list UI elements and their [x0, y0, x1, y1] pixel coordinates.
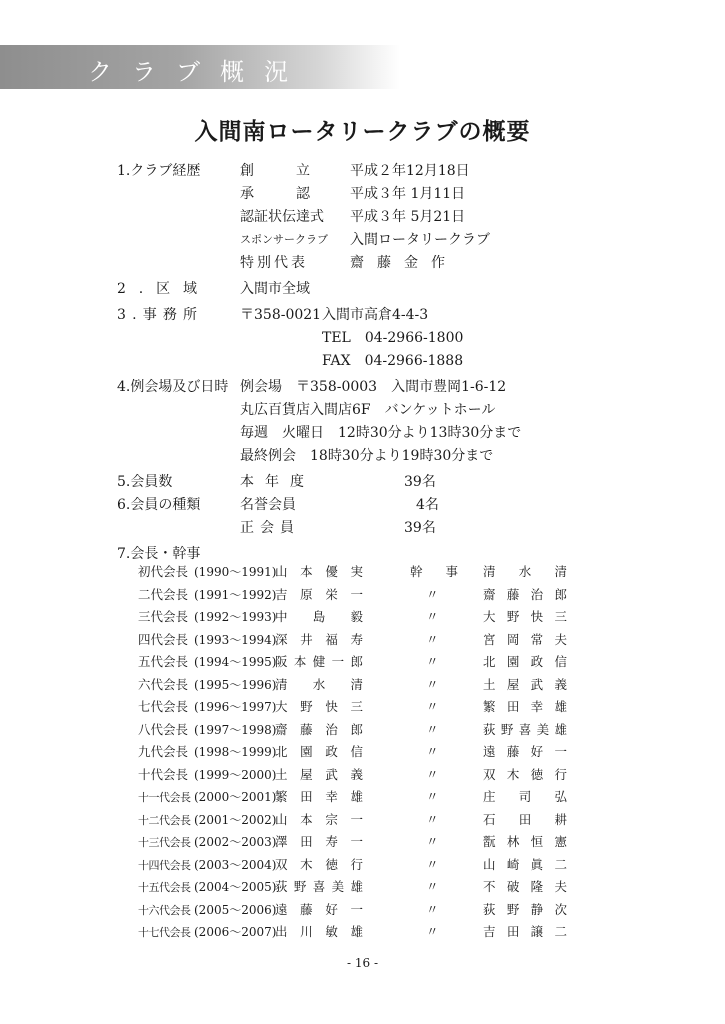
secretary-name: 石 田 耕 — [483, 812, 567, 827]
officer-years: (1997～1998) — [194, 723, 277, 737]
ditto-mark: 〃 — [426, 789, 439, 804]
president-name: 北 園 政 信 — [275, 744, 363, 759]
member-types-label: 6.会員の種類 — [117, 497, 201, 513]
officer-term: 九代会長 — [138, 744, 189, 759]
president-name: 澤 田 寿 一 — [275, 834, 363, 849]
presidents-label: 7.会長・幹事 — [117, 546, 201, 562]
president-name: 土 屋 武 義 — [275, 767, 363, 782]
officer-years: (2003～2004) — [194, 858, 277, 872]
office-label: 3 . 事 務 所 — [117, 307, 197, 323]
president-name: 双 木 徳 行 — [275, 857, 363, 872]
sponsor-club-key: スポンサークラブ — [240, 233, 328, 246]
charter-ceremony-key: 認証状伝達式 — [240, 209, 324, 225]
members-value: 39名 — [404, 474, 436, 490]
ditto-mark: 〃 — [426, 744, 439, 759]
president-name: 荻 野 喜 美 雄 — [275, 879, 363, 894]
officer-term: 七代会長 — [138, 699, 189, 714]
officer-term: 五代会長 — [138, 654, 189, 669]
officer-years: (1998～1999) — [194, 745, 277, 759]
officer-term: 十六代会長 — [138, 904, 191, 917]
officer-term: 十七代会長 — [138, 926, 191, 939]
honorary-key: 名誉会員 — [240, 497, 296, 513]
officer-years: (2005～2006) — [194, 903, 277, 917]
officer-term: 二代会長 — [138, 587, 189, 602]
secretary-name: 清 水 清 — [483, 564, 567, 579]
president-name: 吉 原 栄 一 — [275, 587, 363, 602]
secretary-name: 土 屋 武 義 — [483, 677, 567, 692]
ditto-mark: 〃 — [426, 834, 439, 849]
special-rep-value: 齋藤金作 — [350, 255, 458, 271]
president-name: 出 川 敏 雄 — [275, 924, 363, 939]
officer-term: 十四代会長 — [138, 859, 191, 872]
secretary-name: 荻 野 喜 美 雄 — [483, 722, 567, 737]
ditto-mark: 〃 — [426, 699, 439, 714]
founded-value: 平成２年12月18日 — [350, 163, 470, 179]
officer-years: (1990～1991) — [194, 565, 277, 579]
ditto-mark: 〃 — [426, 879, 439, 894]
officer-years: (1993～1994) — [194, 633, 277, 647]
regular-key: 正 会 員 — [240, 520, 294, 536]
officer-years: (2000～2001) — [194, 790, 277, 804]
officer-years: (2006～2007) — [194, 925, 277, 939]
officer-years: (2001～2002) — [194, 813, 277, 827]
ditto-mark: 〃 — [426, 767, 439, 782]
area-label: 2 . 区 域 — [117, 281, 197, 297]
ditto-mark: 〃 — [426, 924, 439, 939]
ditto-mark: 〃 — [426, 632, 439, 647]
secretary-name: 荻 野 静 次 — [483, 902, 567, 917]
president-name: 阪 本 健 一 郎 — [275, 654, 363, 669]
president-name: 大 野 快 三 — [275, 699, 363, 714]
officer-term: 十代会長 — [138, 767, 189, 782]
officer-term: 四代会長 — [138, 632, 189, 647]
officer-term: 初代会長 — [138, 564, 189, 579]
regular-value: 39名 — [404, 520, 436, 536]
officer-years: (1994～1995) — [194, 655, 277, 669]
officer-years: (1999～2000) — [194, 768, 277, 782]
honorary-value: 4名 — [416, 497, 439, 513]
secretary-name: 遠 藤 好 一 — [483, 744, 567, 759]
secretary-name: 北 園 政 信 — [483, 654, 567, 669]
ditto-mark: 〃 — [426, 857, 439, 872]
secretary-name: 吉 田 譲 二 — [483, 924, 567, 939]
secretary-name: 大 野 快 三 — [483, 609, 567, 624]
officer-term: 十一代会長 — [138, 791, 191, 804]
president-name: 清 水 清 — [275, 677, 363, 692]
officer-term: 三代会長 — [138, 609, 189, 624]
meeting-line: 毎週 火曜日 12時30分より13時30分まで — [240, 425, 522, 441]
secretary-name: 繁 田 幸 雄 — [483, 699, 567, 714]
office-fax: FAX 04-2966-1888 — [322, 353, 464, 369]
president-name: 深 井 福 寿 — [275, 632, 363, 647]
area-value: 入間市全域 — [240, 281, 310, 297]
officer-term: 八代会長 — [138, 722, 189, 737]
ditto-mark: 〃 — [426, 677, 439, 692]
president-name: 繁 田 幸 雄 — [275, 789, 363, 804]
meeting-line: 丸広百貨店入間店6F バンケットホール — [240, 402, 496, 418]
secretary-name: 山 崎 眞 二 — [483, 857, 567, 872]
meeting-line: 例会場 〒358-0003 入間市豊岡1-6-12 — [240, 379, 507, 395]
secretary-name: 齋 藤 治 郎 — [483, 587, 567, 602]
special-rep-key: 特別代表 — [240, 255, 308, 271]
ditto-mark: 〃 — [426, 722, 439, 737]
office-postal: 〒358-0021 — [240, 307, 322, 323]
members-key: 本 年 度 — [240, 474, 304, 490]
secretary-name: 庄 司 弘 — [483, 789, 567, 804]
ditto-mark: 〃 — [426, 654, 439, 669]
approved-key: 承 認 — [240, 186, 310, 202]
page-title: 入間南ロータリークラブの概要 — [194, 118, 531, 145]
approved-value: 平成３年 1月11日 — [350, 186, 466, 202]
members-label: 5.会員数 — [117, 474, 173, 490]
sponsor-club-value: 入間ロータリークラブ — [350, 232, 490, 248]
office-address: 入間市高倉4-4-3 — [322, 307, 429, 323]
secretary-name: 双 木 徳 行 — [483, 767, 567, 782]
ditto-mark: 〃 — [426, 902, 439, 917]
club-history-label: 1.クラブ経歴 — [117, 163, 201, 179]
ditto-mark: 〃 — [426, 587, 439, 602]
president-name: 山 本 宗 一 — [275, 812, 363, 827]
ditto-mark: 〃 — [426, 812, 439, 827]
section-banner-title: クラブ概況 — [88, 58, 308, 86]
president-name: 中 島 毅 — [275, 609, 363, 624]
meeting-line: 最終例会 18時30分より19時30分まで — [240, 448, 494, 464]
officer-term: 十五代会長 — [138, 881, 191, 894]
officer-term: 六代会長 — [138, 677, 189, 692]
officer-years: (1992～1993) — [194, 610, 277, 624]
founded-key: 創 立 — [240, 163, 310, 179]
secretary-heading: 幹 事 — [410, 564, 458, 579]
meeting-label: 4.例会場及び日時 — [117, 379, 229, 395]
officer-years: (1995～1996) — [194, 678, 277, 692]
secretary-name: 不 破 隆 夫 — [483, 879, 567, 894]
officer-years: (1991～1992) — [194, 588, 277, 602]
president-name: 遠 藤 好 一 — [275, 902, 363, 917]
president-name: 齋 藤 治 郎 — [275, 722, 363, 737]
charter-ceremony-value: 平成３年 5月21日 — [350, 209, 466, 225]
officer-years: (2004～2005) — [194, 880, 277, 894]
officer-term: 十二代会長 — [138, 814, 191, 827]
ditto-mark: 〃 — [426, 609, 439, 624]
secretary-name: 宮 岡 常 夫 — [483, 632, 567, 647]
office-tel: TEL 04-2966-1800 — [322, 330, 464, 346]
president-name: 山 本 優 実 — [275, 564, 363, 579]
secretary-name: 翫 林 恒 憲 — [483, 834, 567, 849]
officer-term: 十三代会長 — [138, 836, 191, 849]
page-number: - 16 - — [346, 956, 378, 970]
officer-years: (2002～2003) — [194, 835, 277, 849]
officer-years: (1996～1997) — [194, 700, 277, 714]
